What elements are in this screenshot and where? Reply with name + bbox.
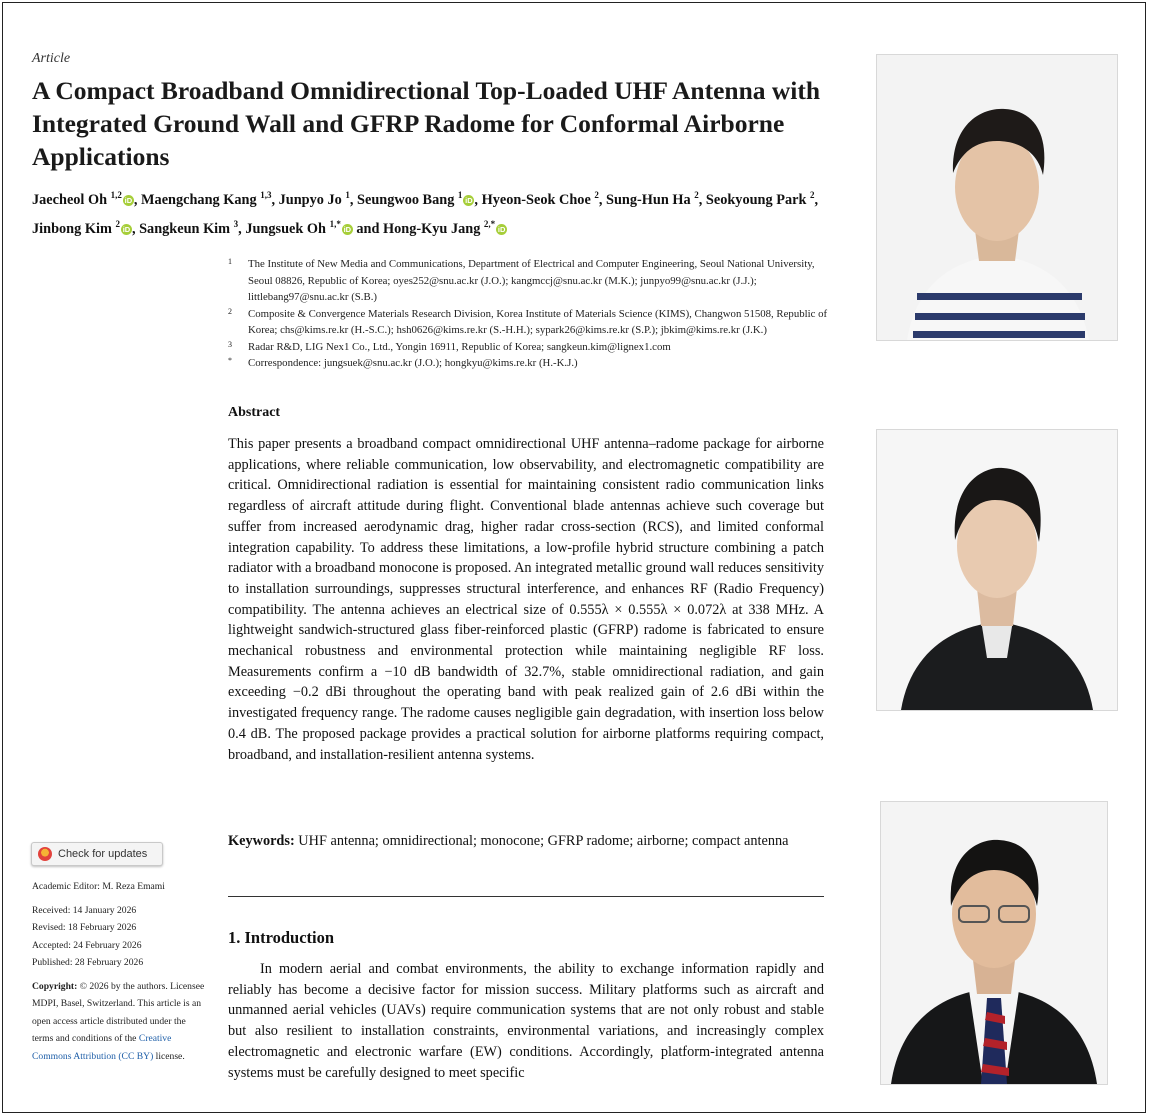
check-for-updates-button[interactable]: [31, 842, 163, 866]
affiliation-number: *: [228, 356, 232, 365]
paper-title: A Compact Broadband Omnidirectional Top-Loaded UHF Antenna with Integrated Ground Wall and GFRP Radome for Conformal Airborne Applications: [32, 76, 821, 171]
author-photo-3: [880, 801, 1108, 1085]
copyright-notice: [32, 978, 207, 1066]
orcid-icon[interactable]: iD: [497, 224, 506, 234]
author-separator: ,: [598, 191, 607, 208]
intro-paragraph: In modern aerial and combat environments, the ability to exchange information rapidly and reliably has become a decisive factor for mission success. Military platforms such as aircraft and unmanned aerial vehicles (UAVs) require communication systems that are not only robust and stable but also resilient to installation constraints, environmental variations, and increasingly complex electromagnetic and electronic warfare (EW) conditions. Accordingly, platform-integrated antenna systems must be carefully designed to meet specific: [228, 961, 824, 1081]
abstract-text: This paper presents a broadband compact omnidirectional UHF antenna–radome package for airborne applications, where reliable communication, low observability, and electromagnetic compatibility are critical. Omnidirectional radiation is essential for maintaining consistent radio communication links regardless of aircraft attitude during flight. Conventional blade antennas achieve such coverage but suffer from increased aerodynamic drag, higher radar cross-section (RCS), and limited conformal integration capability. To address these limitations, a low-profile hybrid structure combining a patch radiator with a broadband monocone is proposed. An integrated metallic ground wall reduces sensitivity to installation surroundings, suppresses structural interference, and enhances RF (Radio Frequency) compatibility. The antenna achieves an electrical size of 0.555λ × 0.555λ × 0.072λ at 338 MHz. A lightweight sandwich-structured glass fiber-reinforced plastic (GFRP) radome is fabricated to ensure mechanical robustness and environmental protection while maintaining negligible RF loss. Measurements confirm a −10 dB bandwidth of 32.7%, stable omnidirectional radiation, and gain exceeding −0.2 dBi throughout the operating band with peak realized gain of 2.6 dBi within the investigated frequency range. The radome causes negligible gain degradation, with insertion loss below 0.4 dB. The proposed package provides a practical solution for airborne platforms requiring compact, broadband, and installation-resilient antenna systems.: [228, 436, 824, 763]
affiliation-number: 2: [228, 306, 232, 316]
author: [706, 192, 815, 208]
author-affiliation-marker: 2,*: [483, 218, 496, 229]
author-photo-2: [876, 429, 1118, 711]
copyright-text: © 2026 by the authors. Licensee MDPI, Basel, Switzerland. This article is an open access article distributed under the terms and conditions of the: [32, 980, 205, 1045]
orcid-icon[interactable]: iD: [122, 224, 131, 234]
author-name: Seokyoung Park: [705, 191, 807, 208]
author-name: Sung-Hun Ha: [606, 191, 691, 208]
keywords-label: Keywords:: [228, 833, 295, 849]
received-date: Received: 14 January 2026: [32, 904, 137, 916]
author: [357, 192, 474, 208]
orcid-icon[interactable]: iD: [465, 195, 473, 205]
section-heading: 1. Introduction: [228, 928, 335, 947]
affiliation-3: [228, 339, 828, 356]
author-separator: and: [352, 220, 384, 237]
copyright-label: Copyright:: [32, 980, 78, 992]
author-name: Hyeon-Seok Choe: [481, 191, 591, 208]
author-affiliation-marker: 1: [345, 190, 350, 200]
affiliation-text: The Institute of New Media and Communications, Department of Electrical and Computer Engineering, Seoul National University, Seoul 08826, Republic of Korea; oyes252@snu.ac.kr (J.O.); kangmccj@snu.ac.kr (M.K.); junpyo99@snu.ac.kr (J.J.); littlebang97@snu.ac.kr (S.B.): [248, 258, 815, 303]
author-name: Hong-Kyu Jang: [383, 220, 481, 237]
orcid-icon[interactable]: iD: [343, 224, 352, 234]
author-photo-1: [876, 54, 1118, 341]
author-affiliation-marker: 2: [115, 218, 120, 229]
accepted-date: Accepted: 24 February 2026: [32, 939, 142, 951]
author-affiliation-marker: 1,*: [329, 218, 341, 229]
affiliation-number: 1: [228, 257, 232, 266]
author: [606, 192, 699, 208]
author-separator: ,: [698, 191, 706, 208]
author-separator: ,: [814, 191, 819, 208]
author: [32, 192, 134, 208]
author-name: Maengchang Kang: [141, 191, 257, 208]
author: [139, 218, 239, 237]
author-name: Jaecheol Oh: [32, 191, 108, 208]
author-affiliation-marker: 1,2: [110, 190, 122, 200]
author: [383, 218, 507, 237]
author-affiliation-marker: 3: [233, 218, 239, 229]
author-affiliation-marker: 1: [457, 190, 463, 200]
published-date: Published: 28 February 2026: [32, 957, 144, 968]
author: [32, 218, 132, 237]
article-type: Article: [32, 51, 71, 66]
author-name: Junpyo Jo: [278, 191, 342, 208]
author-separator: ,: [131, 220, 140, 237]
author-separator: ,: [474, 191, 482, 208]
license-tail: license.: [153, 1050, 185, 1062]
author-name: Jungsuek Oh: [245, 220, 326, 237]
author-affiliation-marker: 2: [809, 190, 815, 200]
author-separator: ,: [349, 191, 358, 208]
affiliations: [228, 256, 828, 372]
author-separator: ,: [238, 220, 246, 237]
revised-date: Revised: 18 February 2026: [32, 922, 137, 933]
author-affiliation-marker: 2: [594, 190, 599, 200]
academic-editor: Academic Editor: M. Reza Emami: [32, 881, 165, 892]
license-link[interactable]: Creative Commons Attribution (CC BY): [32, 1033, 172, 1062]
article-info-sidebar: [32, 878, 207, 1065]
orcid-icon[interactable]: iD: [124, 195, 133, 205]
correspondence: [228, 355, 828, 372]
author: [245, 218, 353, 237]
author: [141, 192, 271, 208]
author-name: Seungwoo Bang: [357, 191, 455, 208]
author-name: Sangkeun Kim: [139, 220, 231, 237]
author-separator: ,: [271, 191, 279, 208]
affiliation-number: 3: [228, 339, 232, 349]
affiliation-1: [228, 256, 828, 306]
author: [482, 192, 599, 208]
author-separator: ,: [133, 191, 142, 208]
keywords-text: UHF antenna; omnidirectional; monocone; GFRP radome; airborne; compact antenna: [298, 833, 789, 849]
author: [279, 192, 350, 208]
check-for-updates-label: Check for updates: [58, 848, 148, 860]
author-affiliation-marker: 2: [694, 190, 699, 200]
affiliation-text: Correspondence: jungsuek@snu.ac.kr (J.O.); hongkyu@kims.re.kr (H.-K.J.): [248, 357, 578, 369]
affiliation-text: Composite & Convergence Materials Research Division, Korea Institute of Materials Science (KIMS), Changwon 51508, Republic of Korea; chs@kims.re.kr (H.-S.C.); hsh0626@kims.re.kr (S.-H.H.); sypark26@kims.re.kr (S.P.); jbkim@kims.re.kr (J.K.): [248, 307, 828, 336]
section-divider: [228, 896, 824, 897]
author-list: [32, 183, 822, 241]
affiliation-text: Radar R&D, LIG Nex1 Co., Ltd., Yongin 16911, Republic of Korea; sangkeun.kim@lignex1.com: [248, 340, 671, 353]
author-affiliation-marker: 1,3: [260, 190, 272, 200]
abstract-heading: Abstract: [228, 405, 281, 420]
author-name: Jinbong Kim: [32, 220, 112, 237]
update-badge-icon: [38, 847, 52, 861]
affiliation-2: [228, 306, 828, 339]
keywords: [228, 831, 824, 852]
